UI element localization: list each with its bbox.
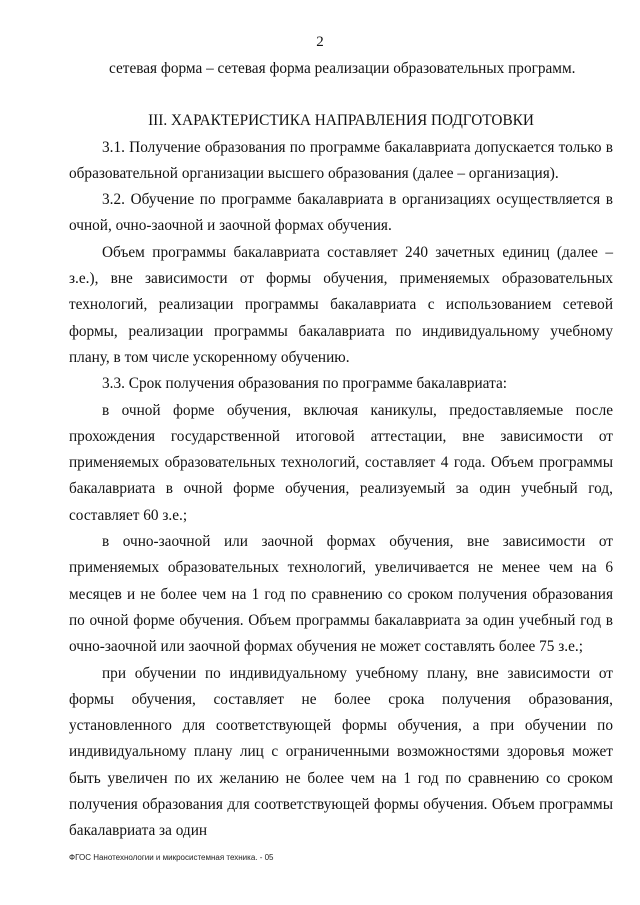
paragraph-3-1: 3.1. Получение образования по программе бакалавриата допускается только в образовательной организации высшего образования (далее – организация). bbox=[69, 138, 613, 182]
intro-paragraph: сетевая форма – сетевая форма реализации образовательных программ. bbox=[109, 60, 576, 77]
document-body bbox=[69, 56, 613, 845]
paragraph-full-time: в очной форме обучения, включая каникулы, предоставляемые после прохождения государственной итоговой аттестации, вне зависимости от применяемых образовательных технологий, составляет 4 года. Объем программы бакалавриата в очной форме обучения, реализуемый за один учебный год, составляет 60 з.е.; bbox=[69, 401, 613, 524]
page-footer: ФГОС Нанотехнологии и микросистемная техника. - 05 bbox=[69, 853, 274, 862]
paragraph-individual-plan: при обучении по индивидуальному учебному плану, вне зависимости от формы обучения, составляет не более срока получения образования, установленного для соответствующей формы обучения, а при обучении по индивидуальному плану лиц с ограниченными возможностями здоровья может быть увеличен по их желанию не более чем на 1 год по сравнению со сроком получения образования для соответствующей формы обучения. Объем программы бакалавриата за один bbox=[69, 664, 613, 840]
paragraph-3-3: 3.3. Срок получения образования по программе бакалавриата: bbox=[102, 375, 507, 393]
section-heading: III. ХАРАКТЕРИСТИКА НАПРАВЛЕНИЯ ПОДГОТОВКИ bbox=[148, 112, 534, 130]
paragraph-3-2: 3.2. Обучение по программе бакалавриата в организациях осуществляется в очной, очно-заочной и заочной формах обучения. bbox=[69, 191, 613, 235]
paragraph-program-volume: Объем программы бакалавриата составляет 240 зачетных единиц (далее – з.е.), вне зависимости от формы обучения, применяемых образовательных технологий, реализации программы бакалавриата с использованием сетевой формы, реализации программы бакалавриата по индивидуальному учебному плану, в том числе ускоренному обучению. bbox=[69, 243, 613, 366]
page-number: 2 bbox=[316, 34, 324, 50]
paragraph-part-time: в очно-заочной или заочной формах обучения, вне зависимости от применяемых образовательных технологий, увеличивается не менее чем на 6 месяцев и не более чем на 1 год по сравнению со сроком получения образования по очной форме обучения. Объем программы бакалавриата за один учебный год в очно-заочной или заочной формах обучения не может составлять более 75 з.е.; bbox=[69, 533, 613, 656]
